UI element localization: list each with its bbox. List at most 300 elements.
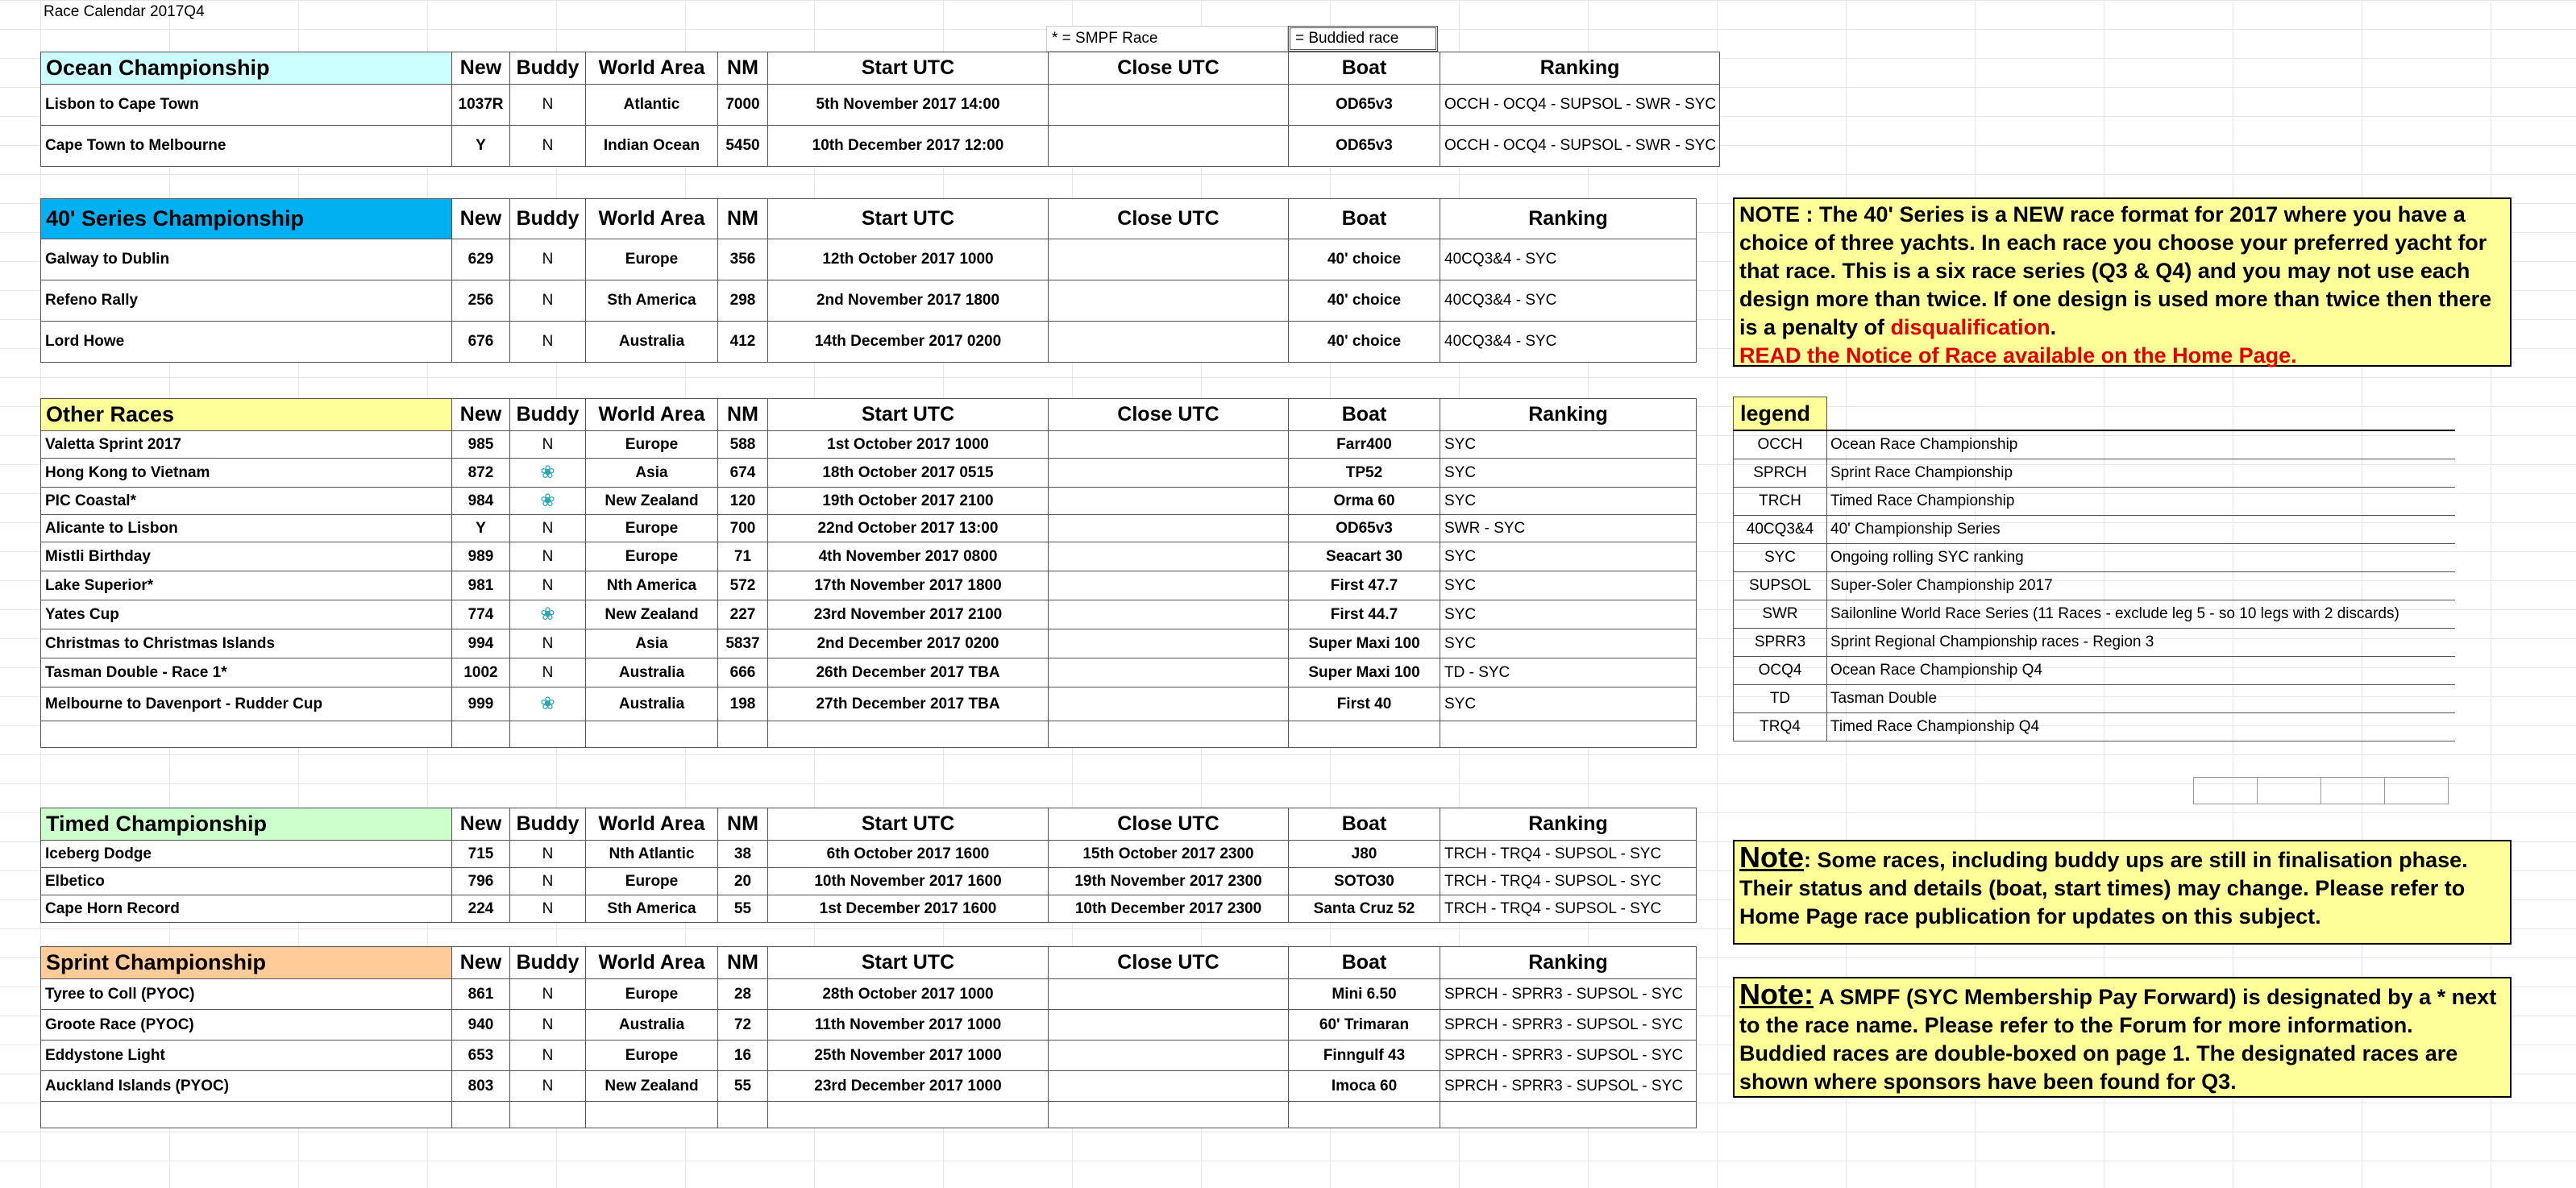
race-boat: First 47.7 — [1289, 571, 1440, 600]
race-buddy: N — [510, 431, 586, 459]
race-nm: 700 — [718, 515, 768, 542]
race-area: Asia — [586, 629, 718, 658]
race-buddy — [510, 488, 586, 515]
race-boat: OD65v3 — [1289, 126, 1440, 167]
race-name: Hong Kong to Vietnam — [41, 459, 452, 488]
race-ranking: SPRCH - SPRR3 - SUPSOL - SYC — [1440, 1071, 1697, 1102]
race-close-utc — [1049, 658, 1289, 687]
buddy-race-icon: ❀ — [540, 489, 555, 510]
race-nm: 5837 — [718, 629, 768, 658]
legend-code: OCQ4 — [1734, 657, 1827, 685]
race-name: Lisbon to Cape Town — [41, 85, 452, 126]
race-ranking: SPRCH - SPRR3 - SUPSOL - SYC — [1440, 1010, 1697, 1041]
legend-description: Sprint Race Championship — [1827, 459, 2455, 488]
column-header-buddy: Buddy — [510, 52, 586, 85]
race-new: 653 — [452, 1041, 510, 1071]
legend-description: Tasman Double — [1827, 685, 2455, 713]
race-new: 803 — [452, 1071, 510, 1102]
race-buddy: N — [510, 239, 586, 280]
legend-code: SYC — [1734, 544, 1827, 572]
race-ranking: SYC — [1440, 571, 1697, 600]
race-name: Lord Howe — [41, 322, 452, 363]
race-ranking: TRCH - TRQ4 - SUPSOL - SYC — [1440, 868, 1697, 895]
race-close-utc — [1049, 280, 1289, 322]
column-header-nm: NM — [718, 52, 768, 85]
race-name: Elbetico — [41, 868, 452, 895]
race-new: 1002 — [452, 658, 510, 687]
column-header-area: World Area — [586, 808, 718, 841]
column-header-boat: Boat — [1289, 399, 1440, 431]
race-close-utc — [1049, 239, 1289, 280]
race-ranking: TRCH - TRQ4 - SUPSOL - SYC — [1440, 895, 1697, 923]
race-row — [41, 600, 1697, 629]
race-close-utc — [1049, 542, 1289, 571]
race-boat: SOTO30 — [1289, 868, 1440, 895]
race-boat: Farr400 — [1289, 431, 1440, 459]
legend-code: TRCH — [1734, 488, 1827, 516]
race-area: Asia — [586, 459, 718, 488]
race-row — [41, 322, 1697, 363]
race-row — [41, 488, 1697, 515]
column-header-buddy: Buddy — [510, 947, 586, 979]
race-close-utc — [1049, 1041, 1289, 1071]
legend-title: legend — [1734, 397, 1827, 431]
series40-note-text: NOTE : The 40' Series is a NEW race format for 2017 where you have a choice of three yachts. In each race you choose your preferred yacht for that race. This is a six race series (Q3 & Q4) and you may not use each design more than twice. If one design is used more than twice then there is a penalty of — [1739, 202, 2492, 339]
section-title: Ocean Championship — [41, 52, 452, 85]
legend-item — [1734, 713, 2455, 741]
race-row — [41, 571, 1697, 600]
race-name: Alicante to Lisbon — [41, 515, 452, 542]
series40-note — [1733, 197, 2512, 367]
race-row — [41, 1010, 1697, 1041]
legend-item — [1734, 430, 2455, 459]
legend-item — [1734, 544, 2455, 572]
race-area: Atlantic — [586, 85, 718, 126]
race-row — [41, 868, 1697, 895]
column-header-ranking: Ranking — [1440, 947, 1697, 979]
race-start-utc: 19th October 2017 2100 — [768, 488, 1049, 515]
finalisation-note — [1733, 840, 2512, 945]
race-area: New Zealand — [586, 1071, 718, 1102]
section-title: 40' Series Championship — [41, 199, 452, 239]
race-name: Eddystone Light — [41, 1041, 452, 1071]
race-name: Christmas to Christmas Islands — [41, 629, 452, 658]
race-name: Mistli Birthday — [41, 542, 452, 571]
race-new: 994 — [452, 629, 510, 658]
legend-item — [1734, 685, 2455, 713]
race-area: Australia — [586, 322, 718, 363]
column-header-buddy: Buddy — [510, 808, 586, 841]
column-header-ranking: Ranking — [1440, 199, 1697, 239]
race-start-utc: 2nd November 2017 1800 — [768, 280, 1049, 322]
notice-of-race-text: READ the Notice of Race available on the Home Page. — [1739, 343, 2297, 368]
race-row — [41, 85, 1720, 126]
race-buddy: N — [510, 1041, 586, 1071]
race-close-utc — [1049, 1010, 1289, 1041]
race-start-utc: 23rd November 2017 2100 — [768, 600, 1049, 629]
race-close-utc — [1049, 85, 1289, 126]
race-buddy: N — [510, 629, 586, 658]
race-ranking: OCCH - OCQ4 - SUPSOL - SWR - SYC — [1440, 85, 1720, 126]
race-area: Europe — [586, 979, 718, 1010]
race-new: 872 — [452, 459, 510, 488]
legend-description: Timed Race Championship — [1827, 488, 2455, 516]
race-area: Europe — [586, 868, 718, 895]
empty-cells — [2194, 777, 2449, 804]
smpf-note — [1733, 977, 2512, 1098]
column-header-boat: Boat — [1289, 199, 1440, 239]
race-ranking: OCCH - OCQ4 - SUPSOL - SWR - SYC — [1440, 126, 1720, 167]
legend-description: Timed Race Championship Q4 — [1827, 713, 2455, 741]
legend-item — [1734, 600, 2455, 629]
race-buddy — [510, 687, 586, 721]
column-header-new: New — [452, 399, 510, 431]
race-boat: First 44.7 — [1289, 600, 1440, 629]
sprint-championship-table — [40, 946, 1697, 1128]
race-row — [41, 542, 1697, 571]
column-header-nm: NM — [718, 947, 768, 979]
race-area: Nth Atlantic — [586, 841, 718, 868]
race-name: Valetta Sprint 2017 — [41, 431, 452, 459]
race-buddy: N — [510, 841, 586, 868]
sheet-title: Race Calendar 2017Q4 — [44, 3, 205, 20]
column-header-area: World Area — [586, 52, 718, 85]
race-nm: 7000 — [718, 85, 768, 126]
race-nm: 28 — [718, 979, 768, 1010]
race-area: Europe — [586, 1041, 718, 1071]
race-nm: 71 — [718, 542, 768, 571]
race-area: Europe — [586, 542, 718, 571]
race-boat: J80 — [1289, 841, 1440, 868]
race-row — [41, 126, 1720, 167]
column-header-start-utc: Start UTC — [768, 947, 1049, 979]
race-new: Y — [452, 515, 510, 542]
race-start-utc: 27th December 2017 TBA — [768, 687, 1049, 721]
race-ranking: SYC — [1440, 431, 1697, 459]
race-buddy: N — [510, 85, 586, 126]
race-ranking: SYC — [1440, 600, 1697, 629]
40-series-championship-table — [40, 198, 1697, 363]
race-boat: OD65v3 — [1289, 85, 1440, 126]
race-area: Sth America — [586, 895, 718, 923]
column-header-buddy: Buddy — [510, 399, 586, 431]
race-boat: 60' Trimaran — [1289, 1010, 1440, 1041]
column-header-new: New — [452, 947, 510, 979]
column-header-nm: NM — [718, 399, 768, 431]
race-name: Refeno Rally — [41, 280, 452, 322]
race-new: 796 — [452, 868, 510, 895]
race-row — [41, 687, 1697, 721]
race-new: 989 — [452, 542, 510, 571]
race-start-utc: 22nd October 2017 13:00 — [768, 515, 1049, 542]
race-start-utc: 6th October 2017 1600 — [768, 841, 1049, 868]
legend-description: Ongoing rolling SYC ranking — [1827, 544, 2455, 572]
race-close-utc — [1049, 600, 1289, 629]
race-close-utc — [1049, 979, 1289, 1010]
column-header-new: New — [452, 808, 510, 841]
race-new: 985 — [452, 431, 510, 459]
column-header-ranking: Ranking — [1440, 808, 1697, 841]
race-area: New Zealand — [586, 488, 718, 515]
race-nm: 588 — [718, 431, 768, 459]
race-close-utc: 10th December 2017 2300 — [1049, 895, 1289, 923]
race-ranking: TRCH - TRQ4 - SUPSOL - SYC — [1440, 841, 1697, 868]
race-ranking: SPRCH - SPRR3 - SUPSOL - SYC — [1440, 979, 1697, 1010]
race-close-utc — [1049, 629, 1289, 658]
section-title: Sprint Championship — [41, 947, 452, 979]
race-ranking: 40CQ3&4 - SYC — [1440, 239, 1697, 280]
race-area: Indian Ocean — [586, 126, 718, 167]
race-close-utc — [1049, 126, 1289, 167]
race-boat: TP52 — [1289, 459, 1440, 488]
column-header-area: World Area — [586, 947, 718, 979]
timed-championship-table — [40, 808, 1697, 923]
race-start-utc: 1st October 2017 1000 — [768, 431, 1049, 459]
race-nm: 412 — [718, 322, 768, 363]
column-header-nm: NM — [718, 199, 768, 239]
race-close-utc — [1049, 488, 1289, 515]
finalisation-note-label: Note — [1739, 841, 1804, 874]
race-nm: 16 — [718, 1041, 768, 1071]
race-buddy: N — [510, 280, 586, 322]
section-title: Timed Championship — [41, 808, 452, 841]
race-nm: 674 — [718, 459, 768, 488]
race-start-utc: 17th November 2017 1800 — [768, 571, 1049, 600]
race-ranking: SYC — [1440, 629, 1697, 658]
race-name: Tasman Double - Race 1* — [41, 658, 452, 687]
race-new: 999 — [452, 687, 510, 721]
race-start-utc: 1st December 2017 1600 — [768, 895, 1049, 923]
race-new: 981 — [452, 571, 510, 600]
race-nm: 666 — [718, 658, 768, 687]
legend-code: TD — [1734, 685, 1827, 713]
race-new: 715 — [452, 841, 510, 868]
race-buddy: N — [510, 126, 586, 167]
race-buddy: N — [510, 1010, 586, 1041]
race-ranking: SYC — [1440, 687, 1697, 721]
legend-code: OCCH — [1734, 430, 1827, 459]
race-boat: 40' choice — [1289, 322, 1440, 363]
race-new: 1037R — [452, 85, 510, 126]
legend-item — [1734, 459, 2455, 488]
disqualification-text: disqualification — [1890, 315, 2050, 339]
race-start-utc: 14th December 2017 0200 — [768, 322, 1049, 363]
race-nm: 72 — [718, 1010, 768, 1041]
race-new: 861 — [452, 979, 510, 1010]
race-nm: 55 — [718, 1071, 768, 1102]
race-buddy: N — [510, 868, 586, 895]
race-boat: Mini 6.50 — [1289, 979, 1440, 1010]
column-header-close-utc: Close UTC — [1049, 52, 1289, 85]
race-name: Yates Cup — [41, 600, 452, 629]
column-header-close-utc: Close UTC — [1049, 808, 1289, 841]
legend-description: Ocean Race Championship — [1827, 430, 2455, 459]
race-area: Nth America — [586, 571, 718, 600]
race-ranking: SWR - SYC — [1440, 515, 1697, 542]
column-header-close-utc: Close UTC — [1049, 947, 1289, 979]
race-buddy: N — [510, 1071, 586, 1102]
legend-description: Super-Soler Championship 2017 — [1827, 572, 2455, 600]
race-ranking: 40CQ3&4 - SYC — [1440, 322, 1697, 363]
legend-description: 40' Championship Series — [1827, 516, 2455, 544]
race-boat: Santa Cruz 52 — [1289, 895, 1440, 923]
race-row — [41, 431, 1697, 459]
race-row — [41, 841, 1697, 868]
race-buddy: N — [510, 542, 586, 571]
series40-note-after: . — [2050, 315, 2057, 339]
legend-code: TRQ4 — [1734, 713, 1827, 741]
race-start-utc: 25th November 2017 1000 — [768, 1041, 1049, 1071]
blank-row — [41, 1102, 1697, 1128]
column-header-boat: Boat — [1289, 808, 1440, 841]
race-buddy: N — [510, 322, 586, 363]
race-start-utc: 23rd December 2017 1000 — [768, 1071, 1049, 1102]
column-header-start-utc: Start UTC — [768, 808, 1049, 841]
race-new: 940 — [452, 1010, 510, 1041]
race-start-utc: 2nd December 2017 0200 — [768, 629, 1049, 658]
race-name: Galway to Dublin — [41, 239, 452, 280]
race-name: Iceberg Dodge — [41, 841, 452, 868]
column-header-boat: Boat — [1289, 947, 1440, 979]
column-header-new: New — [452, 52, 510, 85]
race-start-utc: 10th December 2017 12:00 — [768, 126, 1049, 167]
race-start-utc: 12th October 2017 1000 — [768, 239, 1049, 280]
race-row — [41, 239, 1697, 280]
race-name: Cape Horn Record — [41, 895, 452, 923]
ocean-championship-table — [40, 52, 1720, 167]
column-header-start-utc: Start UTC — [768, 52, 1049, 85]
race-nm: 356 — [718, 239, 768, 280]
race-boat: OD65v3 — [1289, 515, 1440, 542]
race-new: 984 — [452, 488, 510, 515]
column-header-area: World Area — [586, 199, 718, 239]
column-header-ranking: Ranking — [1440, 399, 1697, 431]
race-area: Australia — [586, 1010, 718, 1041]
race-start-utc: 10th November 2017 1600 — [768, 868, 1049, 895]
legend-code: 40CQ3&4 — [1734, 516, 1827, 544]
column-header-close-utc: Close UTC — [1049, 199, 1289, 239]
race-name: Cape Town to Melbourne — [41, 126, 452, 167]
race-boat: First 40 — [1289, 687, 1440, 721]
race-new: 224 — [452, 895, 510, 923]
legend-item — [1734, 657, 2455, 685]
race-ranking: SPRCH - SPRR3 - SUPSOL - SYC — [1440, 1041, 1697, 1071]
race-buddy: N — [510, 658, 586, 687]
column-header-start-utc: Start UTC — [768, 199, 1049, 239]
race-start-utc: 18th October 2017 0515 — [768, 459, 1049, 488]
race-area: New Zealand — [586, 600, 718, 629]
race-close-utc — [1049, 571, 1289, 600]
race-boat: Super Maxi 100 — [1289, 629, 1440, 658]
race-row — [41, 1071, 1697, 1102]
race-name: Auckland Islands (PYOC) — [41, 1071, 452, 1102]
blank-row — [41, 721, 1697, 748]
legend-item — [1734, 629, 2455, 657]
race-nm: 572 — [718, 571, 768, 600]
buddy-race-icon: ❀ — [540, 692, 555, 713]
race-boat: Orma 60 — [1289, 488, 1440, 515]
race-buddy: N — [510, 515, 586, 542]
race-nm: 227 — [718, 600, 768, 629]
legend-code: SPRCH — [1734, 459, 1827, 488]
column-header-nm: NM — [718, 808, 768, 841]
race-close-utc — [1049, 687, 1289, 721]
race-boat: 40' choice — [1289, 239, 1440, 280]
race-start-utc: 28th October 2017 1000 — [768, 979, 1049, 1010]
buddy-race-icon: ❀ — [540, 603, 555, 624]
race-ranking: SYC — [1440, 542, 1697, 571]
legend-item — [1734, 572, 2455, 600]
race-ranking: SYC — [1440, 488, 1697, 515]
buddied-key-cell: = Buddied race — [1288, 26, 1438, 52]
legend-code: SPRR3 — [1734, 629, 1827, 657]
race-name: Melbourne to Davenport - Rudder Cup — [41, 687, 452, 721]
race-new: 676 — [452, 322, 510, 363]
race-nm: 38 — [718, 841, 768, 868]
race-buddy: N — [510, 571, 586, 600]
race-row — [41, 979, 1697, 1010]
race-nm: 55 — [718, 895, 768, 923]
race-ranking: TD - SYC — [1440, 658, 1697, 687]
buddy-race-icon: ❀ — [540, 461, 555, 482]
legend-item — [1734, 516, 2455, 544]
race-new: 774 — [452, 600, 510, 629]
race-start-utc: 26th December 2017 TBA — [768, 658, 1049, 687]
race-nm: 198 — [718, 687, 768, 721]
race-close-utc: 15th October 2017 2300 — [1049, 841, 1289, 868]
smpf-note-text: A SMPF (SYC Membership Pay Forward) is designated by a * next to the race name. Please refer to the Forum for more information. Buddied races are double-boxed on page 1. The designated races are shown where sponsors have been found for Q3. — [1739, 985, 2497, 1094]
race-name: PIC Coastal* — [41, 488, 452, 515]
section-title: Other Races — [41, 399, 452, 431]
column-header-close-utc: Close UTC — [1049, 399, 1289, 431]
column-header-new: New — [452, 199, 510, 239]
legend-description: Sprint Regional Championship races - Region 3 — [1827, 629, 2455, 657]
race-name: Groote Race (PYOC) — [41, 1010, 452, 1041]
race-buddy: N — [510, 895, 586, 923]
legend-description: Sailonline World Race Series (11 Races - exclude leg 5 - so 10 legs with 2 discards) — [1827, 600, 2455, 629]
race-ranking: SYC — [1440, 459, 1697, 488]
other-races-table — [40, 398, 1697, 748]
race-row — [41, 629, 1697, 658]
race-name: Tyree to Coll (PYOC) — [41, 979, 452, 1010]
race-boat: Finngulf 43 — [1289, 1041, 1440, 1071]
legend-code: SUPSOL — [1734, 572, 1827, 600]
race-row — [41, 658, 1697, 687]
column-header-ranking: Ranking — [1440, 52, 1720, 85]
race-nm: 5450 — [718, 126, 768, 167]
finalisation-note-text: : Some races, including buddy ups are still in finalisation phase. Their status and details (boat, start times) may change. Please refer to Home Page race publication for updates on this subject. — [1739, 848, 2468, 928]
race-boat: Super Maxi 100 — [1289, 658, 1440, 687]
race-row — [41, 895, 1697, 923]
race-new: 629 — [452, 239, 510, 280]
race-area: Europe — [586, 515, 718, 542]
race-buddy — [510, 459, 586, 488]
race-buddy: N — [510, 979, 586, 1010]
race-row — [41, 280, 1697, 322]
race-area: Australia — [586, 687, 718, 721]
race-row — [41, 459, 1697, 488]
race-close-utc — [1049, 459, 1289, 488]
legend-item — [1734, 488, 2455, 516]
race-start-utc: 11th November 2017 1000 — [768, 1010, 1049, 1041]
race-close-utc — [1049, 322, 1289, 363]
race-new: 256 — [452, 280, 510, 322]
race-start-utc: 5th November 2017 14:00 — [768, 85, 1049, 126]
race-buddy — [510, 600, 586, 629]
race-nm: 120 — [718, 488, 768, 515]
column-header-area: World Area — [586, 399, 718, 431]
race-close-utc — [1049, 515, 1289, 542]
